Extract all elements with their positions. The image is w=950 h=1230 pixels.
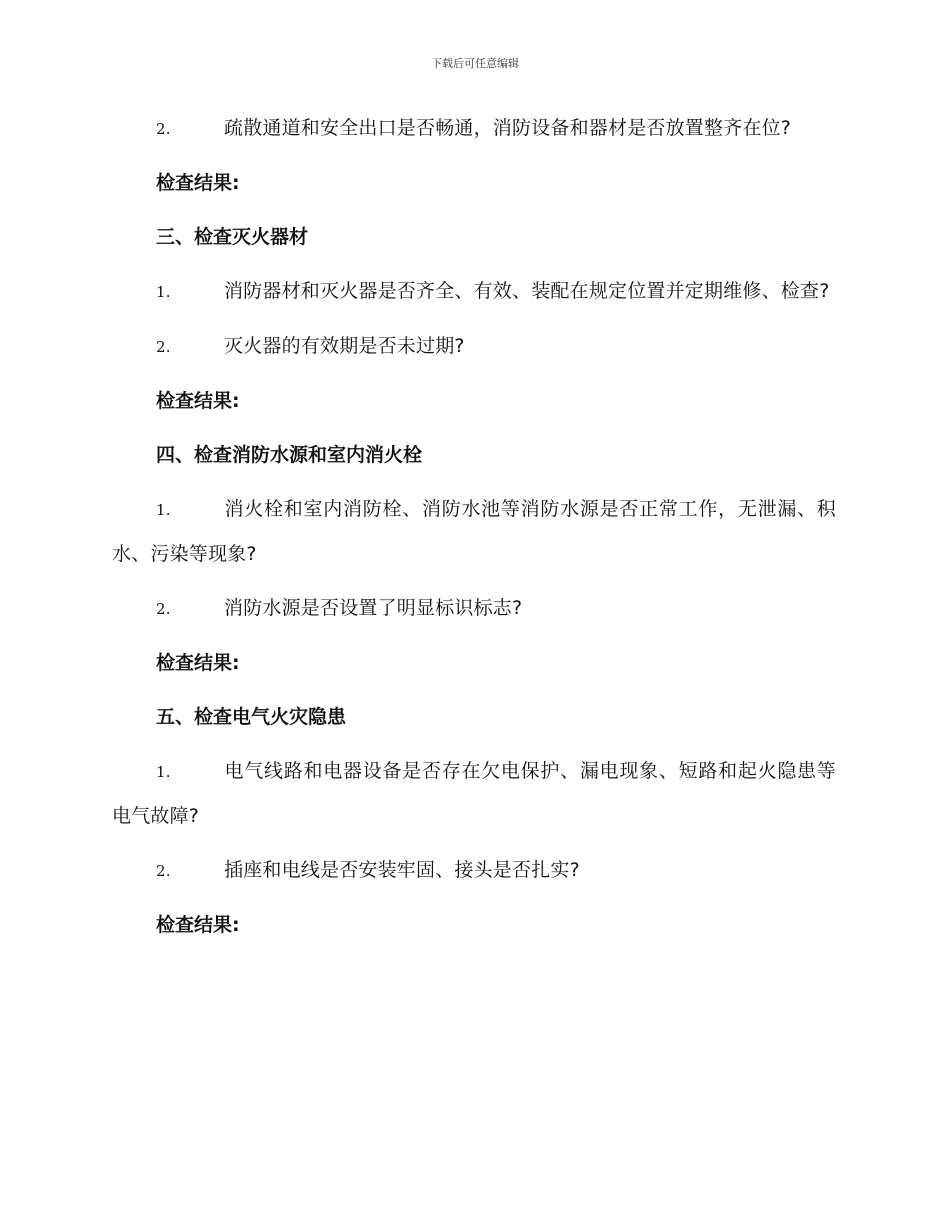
checklist-item xyxy=(112,848,836,893)
item-text: 疏散通道和安全出口是否畅通，消防设备和器材是否放置整齐在位? xyxy=(224,117,792,139)
checklist-item xyxy=(112,324,836,369)
section-heading-water-sources: 四、检查消防水源和室内消火栓 xyxy=(156,444,423,466)
result-heading: 检查结果: xyxy=(156,652,240,674)
checklist-item xyxy=(112,487,836,576)
result-heading: 检查结果: xyxy=(156,172,240,194)
checklist-item xyxy=(112,269,836,314)
item-number: 2. xyxy=(156,120,171,138)
item-text: 电气线路和电器设备是否存在欠电保护、漏电现象、短路和起火隐患等电气故障? xyxy=(112,760,836,827)
item-text: 消火栓和室内消防栓、消防水池等消防水源是否正常工作，无泄漏、积水、污染等现象? xyxy=(112,498,836,565)
item-number: 1. xyxy=(156,763,171,781)
item-number: 2. xyxy=(156,338,171,356)
item-number: 1. xyxy=(156,283,171,301)
page-header: 下载后可任意编辑 xyxy=(431,57,519,70)
result-heading: 检查结果: xyxy=(156,914,240,936)
checklist-item xyxy=(112,749,836,838)
item-text: 插座和电线是否安装牢固、接头是否扎实? xyxy=(224,859,580,881)
item-text: 灭火器的有效期是否未过期? xyxy=(224,335,465,357)
section-heading-electrical-hazards: 五、检查电气火灾隐患 xyxy=(156,706,347,728)
checklist-item xyxy=(112,586,836,631)
item-number: 1. xyxy=(156,501,171,519)
checklist-item xyxy=(112,106,836,151)
document-body xyxy=(112,106,836,957)
item-number: 2. xyxy=(156,862,171,880)
item-text: 消防水源是否设置了明显标识标志? xyxy=(224,597,523,619)
item-text: 消防器材和灭火器是否齐全、有效、装配在规定位置并定期维修、检查? xyxy=(224,280,830,302)
result-heading: 检查结果: xyxy=(156,390,240,412)
section-heading-fire-extinguishers: 三、检查灭火器材 xyxy=(156,226,309,248)
item-number: 2. xyxy=(156,600,171,618)
